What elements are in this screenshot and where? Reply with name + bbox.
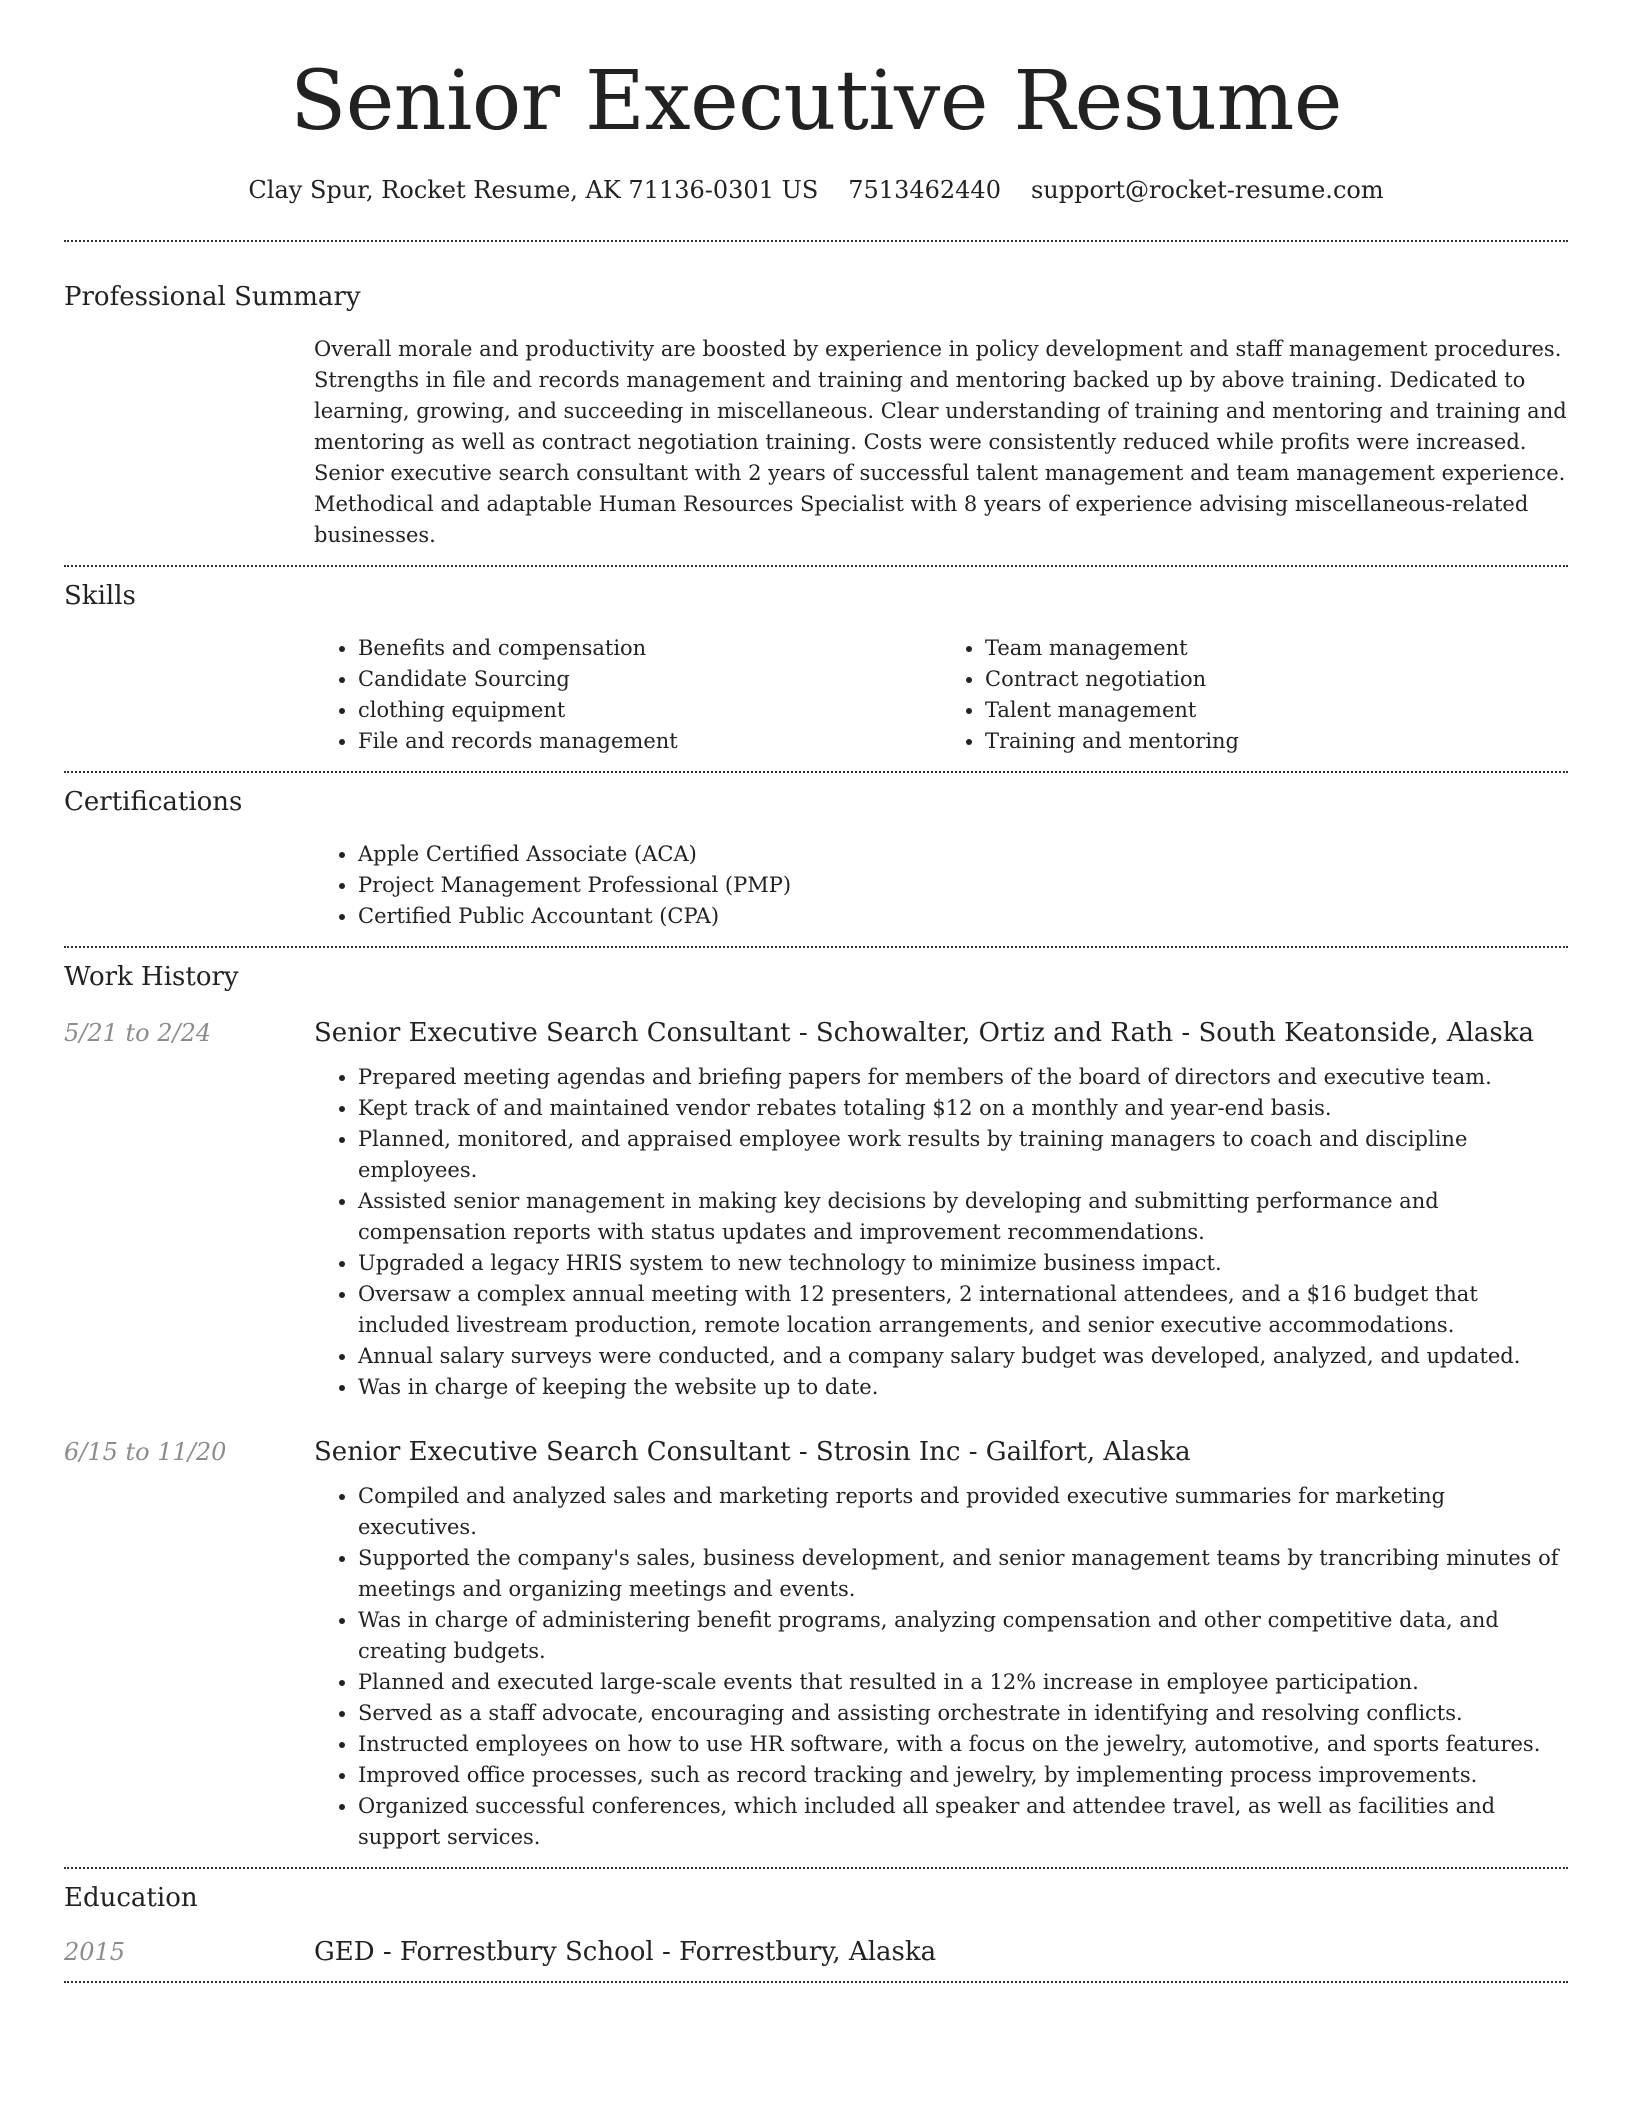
divider (64, 771, 1568, 773)
contact-address: Clay Spur, Rocket Resume, AK 71136-0301 US (248, 176, 819, 204)
certifications-list (314, 839, 1568, 932)
job-bullet: • Supported the company's sales, business development, and senior management teams by trancribing minutes of meetings and organizing meetings and events. (358, 1543, 1568, 1605)
skill-item: • File and records management (358, 726, 941, 757)
skill-item: • Talent management (985, 695, 1568, 726)
summary-text: Overall morale and productivity are boosted by experience in policy development and staff management procedures. Strengths in file and records management and training and mentoring backed up by above training. Dedicated to learning, growing, and succeeding in miscellaneous. Clear understanding of training and mentoring and training and mentoring as well as contract negotiation training. Costs were consistently reduced while profits were increased. Senior executive search consultant with 2 years of successful talent management and team management experience. Methodical and adaptable Human Resources Specialist with 8 years of experience advising miscellaneous-related businesses. (314, 337, 1567, 547)
job-bullet: • Upgraded a legacy HRIS system to new technology to minimize business impact. (358, 1248, 1568, 1279)
skill-item: • Team management (985, 633, 1568, 664)
contact-line (64, 174, 1568, 206)
divider (64, 1981, 1568, 1983)
job-bullet: • Was in charge of keeping the website up to date. (358, 1372, 1568, 1403)
education-entry (64, 1937, 1568, 1967)
job-bullet: • Kept track of and maintained vendor rebates totaling $12 on a monthly and year-end basis. (358, 1093, 1568, 1124)
job-bullet: • Planned, monitored, and appraised employee work results by training managers to coach and discipline employees. (358, 1124, 1568, 1186)
contact-phone: 7513462440 (848, 176, 1001, 204)
section-title-skills: Skills (64, 581, 136, 611)
education-year: 2015 (64, 1938, 126, 1966)
job-bullet: • Prepared meeting agendas and briefing papers for members of the board of directors and executive team. (358, 1062, 1568, 1093)
section-title-education: Education (64, 1883, 198, 1913)
job-bullets (314, 1062, 1568, 1403)
section-title-work-history: Work History (64, 962, 239, 992)
skills-column-left (314, 633, 941, 757)
job-bullet: • Compiled and analyzed sales and marketing reports and provided executive summaries for marketing executives. (358, 1481, 1568, 1543)
job-bullet: • Planned and executed large-scale events that resulted in a 12% increase in employee participation. (358, 1667, 1568, 1698)
job-bullets (314, 1481, 1568, 1853)
job-title: Senior Executive Search Consultant - Strosin Inc - Gailfort, Alaska (314, 1437, 1191, 1467)
skill-item: • Benefits and compensation (358, 633, 941, 664)
resume-page (64, 0, 1568, 1983)
skill-item: • clothing equipment (358, 695, 941, 726)
job-bullet: • Assisted senior management in making key decisions by developing and submitting performance and compensation reports with status updates and improvement recommendations. (358, 1186, 1568, 1248)
job-bullet: • Oversaw a complex annual meeting with 12 presenters, 2 international attendees, and a $16 budget that included livestream production, remote location arrangements, and senior executive accommodations. (358, 1279, 1568, 1341)
job-header (64, 1018, 1568, 1048)
job-title: Senior Executive Search Consultant - Schowalter, Ortiz and Rath - South Keatonside, Alaska (314, 1018, 1535, 1048)
divider (64, 1867, 1568, 1869)
certification-item: • Certified Public Accountant (CPA) (358, 901, 1568, 932)
skills-list (314, 633, 1568, 757)
divider (64, 565, 1568, 567)
education-title: GED - Forrestbury School - Forrestbury, Alaska (314, 1937, 937, 1967)
section-title-summary: Professional Summary (64, 282, 361, 312)
job-bullet: • Organized successful conferences, which included all speaker and attendee travel, as well as facilities and support services. (358, 1791, 1568, 1853)
job-dates: 5/21 to 2/24 (64, 1019, 212, 1047)
divider (64, 240, 1568, 242)
job-header (64, 1437, 1568, 1467)
job-bullet: • Was in charge of administering benefit programs, analyzing compensation and other competitive data, and creating budgets. (358, 1605, 1568, 1667)
skills-column-right (941, 633, 1568, 757)
skill-item: • Contract negotiation (985, 664, 1568, 695)
certification-item: • Project Management Professional (PMP) (358, 870, 1568, 901)
job-bullet: • Served as a staff advocate, encouraging and assisting orchestrate in identifying and resolving conflicts. (358, 1698, 1568, 1729)
resume-title: Senior Executive Resume (290, 54, 1342, 149)
certification-item: • Apple Certified Associate (ACA) (358, 839, 1568, 870)
job-bullet: • Instructed employees on how to use HR software, with a focus on the jewelry, automotive, and sports features. (358, 1729, 1568, 1760)
job-bullet: • Annual salary surveys were conducted, and a company salary budget was developed, analyzed, and updated. (358, 1341, 1568, 1372)
skill-item: • Training and mentoring (985, 726, 1568, 757)
job-bullet: • Improved office processes, such as record tracking and jewelry, by implementing process improvements. (358, 1760, 1568, 1791)
job-dates: 6/15 to 11/20 (64, 1438, 227, 1466)
section-title-certifications: Certifications (64, 787, 243, 817)
contact-email[interactable]: support@rocket-resume.com (1030, 176, 1384, 204)
divider (64, 946, 1568, 948)
skill-item: • Candidate Sourcing (358, 664, 941, 695)
